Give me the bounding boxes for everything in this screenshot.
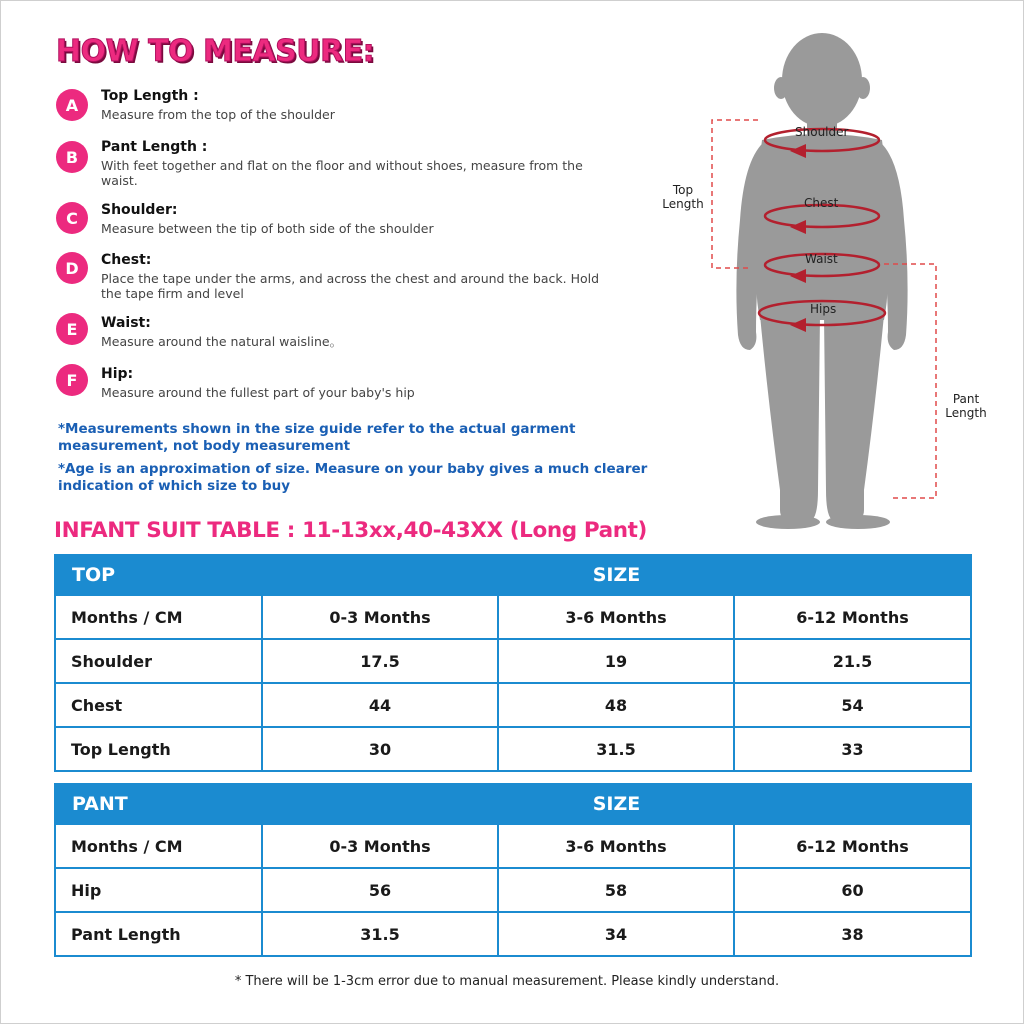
step-badge: C (56, 202, 88, 234)
step-title: Waist: (101, 315, 151, 331)
row-label: Hip (55, 868, 262, 912)
step-description: Measure from the top of the shoulder (101, 107, 335, 122)
table-row (55, 912, 971, 956)
size-header: SIZE (262, 555, 971, 595)
pant-length-label: Pant Length (945, 392, 987, 420)
table-header-row (55, 784, 971, 824)
waist-label: Waist (805, 252, 838, 266)
step-badge: D (56, 252, 88, 284)
step-badge: F (56, 364, 88, 396)
table-cell: 58 (498, 868, 734, 912)
child-silhouette-icon (640, 20, 1000, 540)
step-title: Shoulder: (101, 202, 178, 218)
step-description: Place the tape under the arms, and across the chest and around the back. Hold the tape firm and level (101, 271, 600, 301)
size-header: SIZE (262, 784, 971, 824)
table-cell: 30 (262, 727, 498, 771)
table-cell: 44 (262, 683, 498, 727)
table-row (55, 824, 971, 868)
table-cell: 19 (498, 639, 734, 683)
table-row (55, 639, 971, 683)
pant-size-table (54, 783, 972, 957)
table-header-row (55, 555, 971, 595)
table-cell: 38 (734, 912, 971, 956)
table-row (55, 727, 971, 771)
note-age-approximation: *Age is an approximation of size. Measure on your baby gives a much clearer indication of which size to buy (58, 461, 648, 494)
column-header: 0-3 Months (262, 595, 498, 639)
page-title: HOW TO MEASURE: (56, 34, 375, 69)
step-title: Hip: (101, 366, 134, 382)
table-row (55, 595, 971, 639)
body-diagram (640, 20, 1000, 540)
chest-label: Chest (804, 196, 839, 210)
table-section-title: TOP (55, 555, 262, 595)
note-garment-measurement: *Measurements shown in the size guide refer to the actual garment measurement, not body measurement (58, 421, 576, 454)
step-badge: E (56, 313, 88, 345)
step-title: Top Length : (101, 88, 199, 104)
table-cell: 33 (734, 727, 971, 771)
table-cell: 48 (498, 683, 734, 727)
column-header: 6-12 Months (734, 595, 971, 639)
step-title: Chest: (101, 252, 152, 268)
step-title: Pant Length : (101, 139, 208, 155)
column-header: 3-6 Months (498, 824, 734, 868)
row-label: Chest (55, 683, 262, 727)
top-length-label: Top Length (662, 183, 704, 211)
table-section-title: PANT (55, 784, 262, 824)
step-badge: B (56, 141, 88, 173)
step-description: With feet together and flat on the floor and without shoes, measure from the waist. (101, 158, 583, 188)
table-cell: 60 (734, 868, 971, 912)
step-description: Measure around the natural waisline。 (101, 334, 343, 349)
row-label: Top Length (55, 727, 262, 771)
shoulder-label: Shoulder (795, 125, 849, 139)
step-badge: A (56, 89, 88, 121)
error-footnote: * There will be 1-3cm error due to manual measurement. Please kindly understand. (234, 974, 780, 989)
hips-label: Hips (810, 302, 837, 316)
table-row (55, 868, 971, 912)
column-header: Months / CM (55, 595, 262, 639)
table-cell: 54 (734, 683, 971, 727)
column-header: 0-3 Months (262, 824, 498, 868)
top-size-table (54, 554, 972, 772)
column-header: Months / CM (55, 824, 262, 868)
step-description: Measure between the tip of both side of the shoulder (101, 221, 434, 236)
table-cell: 34 (498, 912, 734, 956)
table-cell: 56 (262, 868, 498, 912)
column-header: 3-6 Months (498, 595, 734, 639)
table-cell: 21.5 (734, 639, 971, 683)
row-label: Pant Length (55, 912, 262, 956)
table-subtitle: INFANT SUIT TABLE : 11-13xx,40-43XX (Long Pant) (54, 518, 647, 543)
table-cell: 31.5 (498, 727, 734, 771)
column-header: 6-12 Months (734, 824, 971, 868)
table-cell: 31.5 (262, 912, 498, 956)
row-label: Shoulder (55, 639, 262, 683)
table-row (55, 683, 971, 727)
table-cell: 17.5 (262, 639, 498, 683)
step-description: Measure around the fullest part of your baby's hip (101, 385, 415, 400)
